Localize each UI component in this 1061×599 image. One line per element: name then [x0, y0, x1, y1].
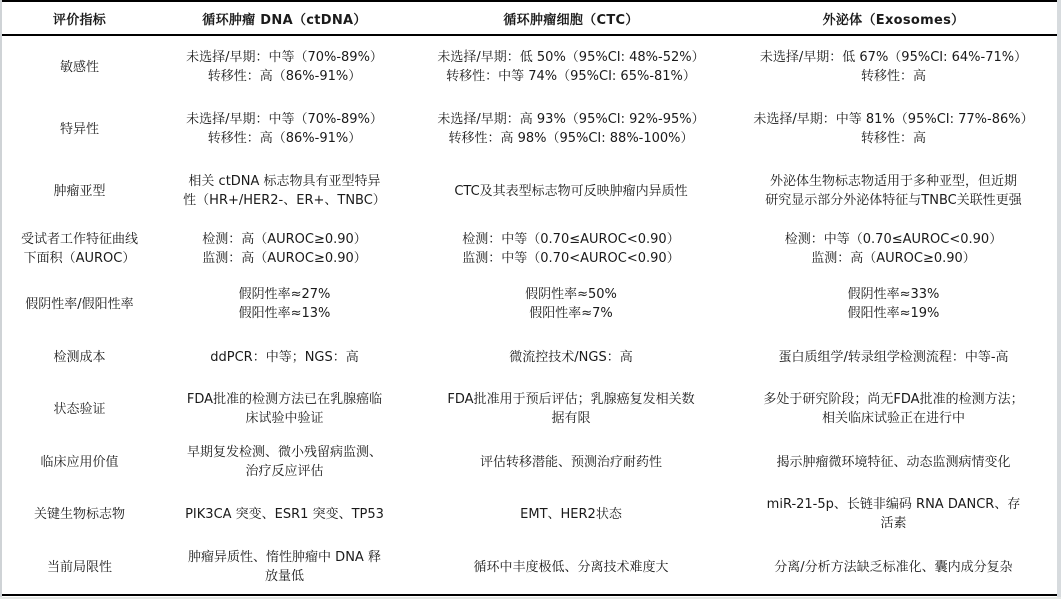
- ctdna-cell: [157, 382, 412, 436]
- cell-line: 转移性：高: [860, 131, 926, 146]
- cell-line: CTC及其表型标志物可反映肿瘤内异质性: [454, 183, 688, 199]
- cell-line: 活素: [880, 516, 907, 531]
- cell-line: 假阴性率≈27%: [238, 287, 331, 302]
- cell-line: 分离/分析方法缺乏标准化、囊内成分复杂: [774, 559, 1013, 575]
- cell-line: 监测：中等（0.70<AUROC<0.90）: [462, 251, 680, 266]
- ctc-cell: [412, 35, 730, 98]
- metric-cell: [2, 276, 157, 332]
- exosomes-cell: [730, 222, 1057, 276]
- cell-line: 假阳性率≈7%: [529, 306, 613, 321]
- ctdna-cell: [157, 160, 412, 222]
- ctc-cell: [412, 332, 730, 382]
- metric-label: 肿瘤亚型: [53, 183, 106, 199]
- metric-cell: [2, 382, 157, 436]
- cell-line: 肿瘤异质性、惰性肿瘤中 DNA 释: [188, 550, 381, 565]
- cell-line: 转移性：高 98%（95%CI: 88%-100%）: [448, 131, 694, 146]
- cell-line: 未选择/早期：高 93%（95%CI: 92%-95%）: [437, 112, 705, 127]
- ctc-cell: [412, 276, 730, 332]
- cell-line: 评估转移潜能、预测治疗耐药性: [479, 454, 662, 470]
- cell-line: 性（HR+/HER2-、ER+、TNBC）: [183, 193, 386, 208]
- table-row-limitations: [2, 540, 1057, 595]
- cell-line: 揭示肿瘤微环境特征、动态监测病情变化: [776, 454, 1011, 470]
- comparison-table: [2, 0, 1057, 596]
- cell-line: 蛋白质组学/转录组学检测流程：中等-高: [778, 349, 1009, 365]
- metric-cell: [2, 436, 157, 488]
- cell-line: 转移性：高: [860, 69, 926, 84]
- header-row: [2, 1, 1057, 35]
- table-row-auroc: [2, 222, 1057, 276]
- cell-line: 假阴性率≈50%: [525, 287, 617, 302]
- cell-line: 未选择/早期：低 67%（95%CI: 64%-71%）: [759, 50, 1028, 65]
- metric-label: 检测成本: [53, 349, 106, 365]
- table-row-cost: [2, 332, 1057, 382]
- ctdna-cell: [157, 332, 412, 382]
- cell-line: 循环中丰度极低、分离技术难度大: [473, 559, 669, 575]
- exosomes-cell: [730, 332, 1057, 382]
- exosomes-cell: [730, 98, 1057, 160]
- metric-cell: [2, 540, 157, 595]
- metric-label: 临床应用价值: [40, 454, 119, 470]
- table-row-key-biomarkers: [2, 488, 1057, 540]
- cell-line: FDA批准的检测方法已在乳腺癌临: [186, 392, 383, 407]
- exosomes-cell: [730, 35, 1057, 98]
- metric-cell: [2, 35, 157, 98]
- metric-label: 敏感性: [59, 59, 99, 75]
- cell-line: 相关临床试验正在进行中: [821, 411, 965, 426]
- header-ctc: 循环肿瘤细胞（CTC）: [412, 1, 730, 35]
- table-row-specificity: [2, 98, 1057, 160]
- ctdna-cell: [157, 222, 412, 276]
- exosomes-cell: [730, 540, 1057, 595]
- exosomes-cell: [730, 488, 1057, 540]
- right-window-edge: [1057, 0, 1061, 599]
- cell-line: 多处于研究阶段；尚无FDA批准的检测方法；: [763, 392, 1024, 407]
- cell-line: 监测：高（AUROC≥0.90）: [811, 251, 976, 266]
- header-ctdna: 循环肿瘤 DNA（ctDNA）: [157, 1, 412, 35]
- cell-line: 相关 ctDNA 标志物具有亚型特异: [188, 174, 381, 189]
- cell-line: miR-21-5p、长链非编码 RNA DANCR、存: [766, 497, 1021, 512]
- cell-line: 假阳性率≈13%: [238, 306, 331, 321]
- cell-line: 床试验中验证: [245, 411, 324, 426]
- ctdna-cell: [157, 98, 412, 160]
- cell-line: 未选择/早期：低 50%（95%CI: 48%-52%）: [437, 50, 705, 65]
- cell-line: 监测：高（AUROC≥0.90）: [202, 251, 367, 266]
- exosomes-cell: [730, 160, 1057, 222]
- cell-line: 早期复发检测、微小残留病监测、: [186, 445, 382, 460]
- table-row-tumor-subtype: [2, 160, 1057, 222]
- cell-line: 放量低: [264, 569, 304, 584]
- header-metric: 评价指标: [2, 1, 157, 35]
- cell-line: 检测：中等（0.70≤AUROC<0.90）: [462, 232, 680, 247]
- table-row-validation-status: [2, 382, 1057, 436]
- metric-cell: [2, 98, 157, 160]
- cell-line: 转移性：高（86%-91%）: [207, 69, 362, 84]
- cell-line: EMT、HER2状态: [520, 506, 622, 522]
- header-exosomes: 外泌体（Exosomes）: [730, 1, 1057, 35]
- table-row-false-rates: [2, 276, 1057, 332]
- ctc-cell: [412, 222, 730, 276]
- cell-line: 外泌体生物标志物适用于多种亚型，但近期: [769, 174, 1017, 189]
- metric-cell: [2, 222, 157, 276]
- table-row-clinical-value: [2, 436, 1057, 488]
- cell-line: 微流控技术/NGS：高: [509, 349, 633, 365]
- cell-line: 据有限: [551, 411, 591, 426]
- cell-line: 转移性：中等 74%（95%CI: 65%-81%）: [446, 69, 696, 84]
- cell-line: 未选择/早期：中等 81%（95%CI: 77%-86%）: [753, 112, 1034, 127]
- metric-label: 受试者工作特征曲线: [20, 232, 138, 247]
- metric-label: 当前局限性: [46, 559, 112, 575]
- cell-line: 检测：高（AUROC≥0.90）: [202, 232, 367, 247]
- metric-label: 假阴性率/假阳性率: [25, 296, 134, 312]
- cell-line: 未选择/早期：中等（70%-89%）: [186, 112, 383, 127]
- ctc-cell: [412, 540, 730, 595]
- table-row-sensitivity: [2, 35, 1057, 98]
- ctc-cell: [412, 98, 730, 160]
- exosomes-cell: [730, 382, 1057, 436]
- ctc-cell: [412, 488, 730, 540]
- exosomes-cell: [730, 276, 1057, 332]
- metric-label: 下面积（AUROC）: [23, 251, 136, 266]
- cell-line: 研究显示部分外泌体特征与TNBC关联性更强: [765, 193, 1022, 208]
- cell-line: PIK3CA 突变、ESR1 突变、TP53: [185, 506, 384, 522]
- cell-line: 转移性：高（86%-91%）: [207, 131, 362, 146]
- ctc-cell: [412, 382, 730, 436]
- metric-label: 特异性: [59, 121, 99, 137]
- ctdna-cell: [157, 436, 412, 488]
- cell-line: 治疗反应评估: [245, 464, 324, 479]
- ctdna-cell: [157, 488, 412, 540]
- cell-line: 假阴性率≈33%: [847, 287, 940, 302]
- metric-cell: [2, 488, 157, 540]
- metric-cell: [2, 160, 157, 222]
- cell-line: 检测：中等（0.70≤AUROC<0.90）: [784, 232, 1003, 247]
- ctdna-cell: [157, 540, 412, 595]
- metric-label: 关键生物标志物: [33, 506, 125, 522]
- cell-line: FDA批准用于预后评估；乳腺癌复发相关数: [447, 392, 695, 407]
- ctdna-cell: [157, 35, 412, 98]
- metric-cell: [2, 332, 157, 382]
- ctdna-cell: [157, 276, 412, 332]
- ctc-cell: [412, 436, 730, 488]
- cell-line: ddPCR：中等；NGS：高: [210, 349, 359, 365]
- cell-line: 假阳性率≈19%: [847, 306, 940, 321]
- cell-line: 未选择/早期：中等（70%-89%）: [186, 50, 383, 65]
- ctc-cell: [412, 160, 730, 222]
- exosomes-cell: [730, 436, 1057, 488]
- metric-label: 状态验证: [53, 401, 106, 417]
